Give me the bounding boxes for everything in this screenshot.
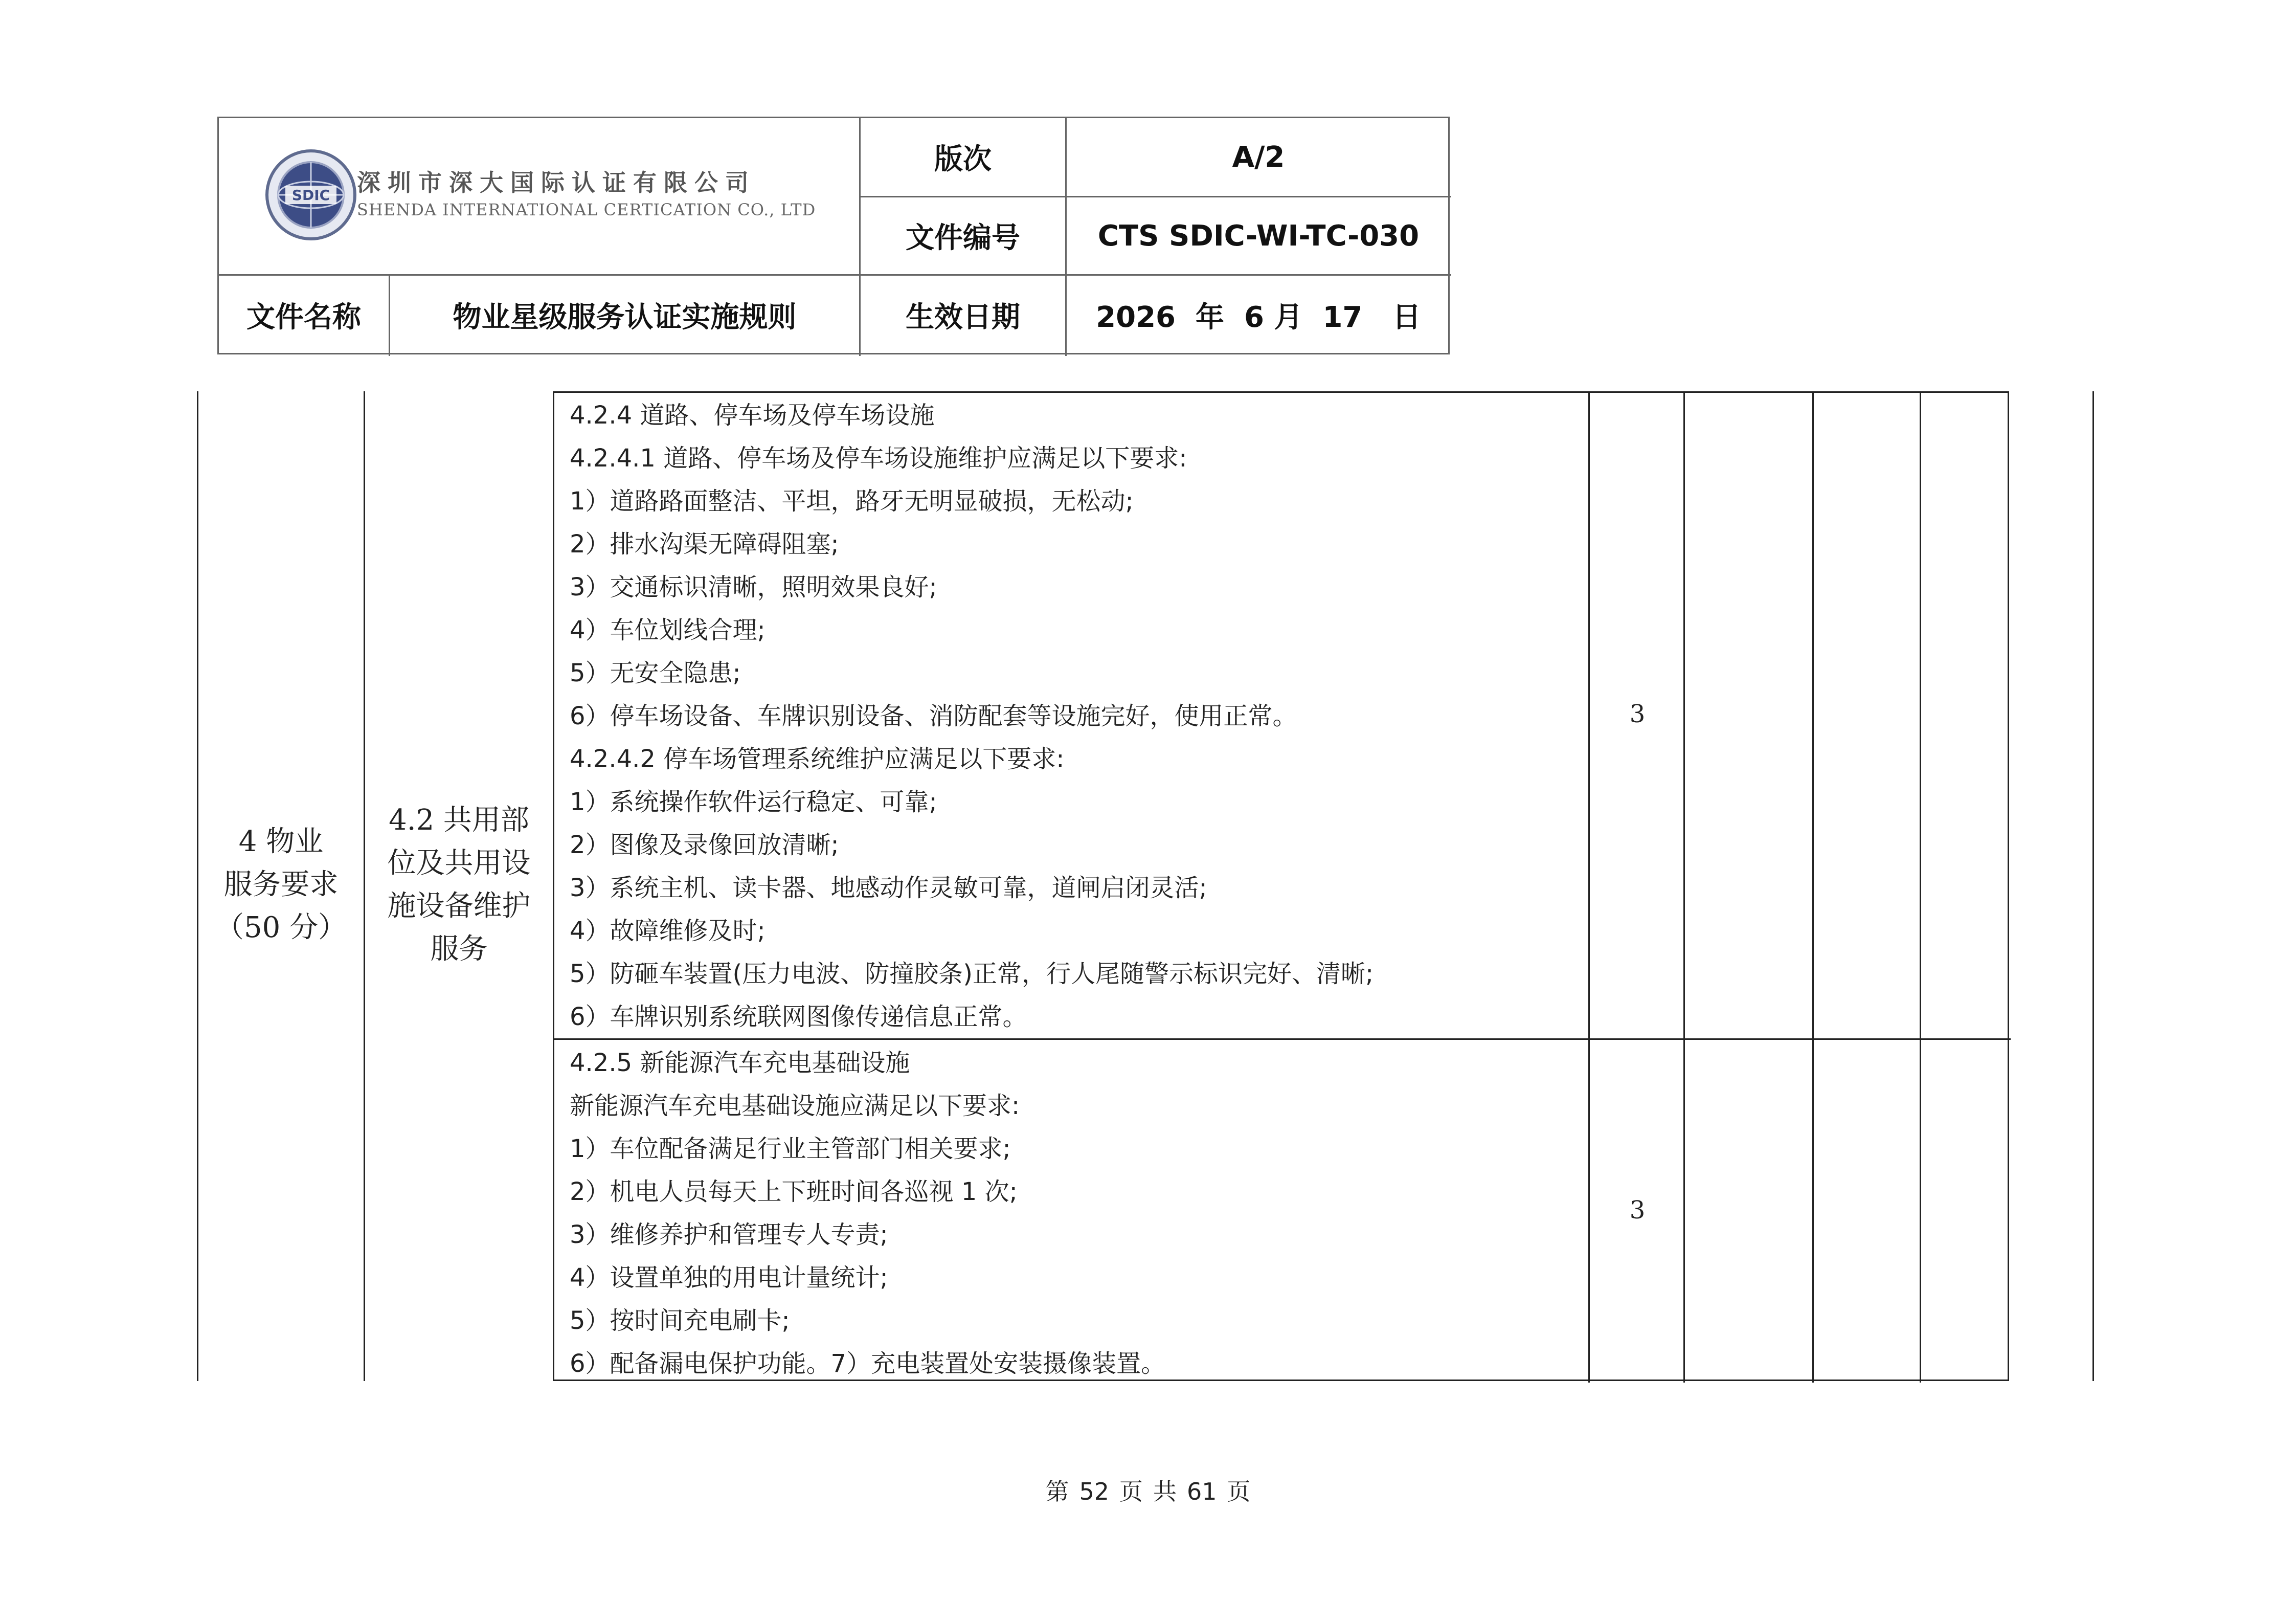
table-row: 4.2.4.2 停车场管理系统维护应满足以下要求: (570, 745, 1065, 773)
company-name-cn: 深圳市深大国际认证有限公司 (357, 169, 756, 196)
table-row: 5）防砸车装置(压力电波、防撞胶条)正常，行人尾随警示标识完好、清晰; (570, 960, 1374, 988)
table-row: 5）按时间充电刷卡; (570, 1306, 790, 1335)
table-row: 1）系统操作软件运行稳定、可靠; (570, 788, 937, 816)
version-value: A/2 (1232, 140, 1285, 174)
section-4-2-5-score: 3 (1629, 1196, 1646, 1225)
requirement-subcategory: 4.2 共用部 位及共用设 施设备维护 服务 (387, 804, 531, 966)
company-logo-icon (265, 149, 357, 241)
table-row: 4.2.4.1 道路、停车场及停车场设施维护应满足以下要求: (570, 444, 1187, 473)
table-row: 6）车牌识别系统联网图像传递信息正常。 (570, 1003, 1027, 1031)
table-row: 2）机电人员每天上下班时间各巡视 1 次; (570, 1177, 1018, 1206)
doc-name-label: 文件名称 (246, 301, 361, 334)
table-row: 4）车位划线合理; (570, 616, 766, 644)
page-footer: 第 52 页 共 61 页 (1045, 1478, 1251, 1505)
table-row: 6）停车场设备、车牌识别设备、消防配套等设施完好，使用正常。 (570, 702, 1297, 730)
table-row: 4）故障维修及时; (570, 917, 766, 945)
requirement-category: 4 物业 服务要求 （50 分） (215, 825, 347, 944)
table-row: 2）排水沟渠无障碍阻塞; (570, 530, 839, 559)
section-4-2-5 (570, 1041, 1165, 1385)
table-row: 2）图像及录像回放清晰; (570, 831, 839, 859)
effective-date-value: 2026 年 6 月 17 日 (1096, 301, 1421, 334)
requirements-table (553, 391, 2009, 1381)
section-4-2-4 (570, 394, 1374, 1038)
document-header (217, 117, 1450, 354)
company-name-en: SHENDA INTERNATIONAL CERTICATION CO., LTD (357, 200, 816, 219)
table-row: 4.2.5 新能源汽车充电基础设施 (570, 1049, 910, 1077)
total-pages: 61 (1187, 1478, 1217, 1505)
table-row: 3）维修养护和管理专人专责; (570, 1220, 888, 1249)
current-page: 52 (1079, 1478, 1109, 1505)
table-row: 1）车位配备满足行业主管部门相关要求; (570, 1134, 1011, 1163)
table-row: 4.2.4 道路、停车场及停车场设施 (570, 401, 935, 430)
section-4-2-4-score: 3 (1629, 700, 1646, 728)
version-label: 版次 (934, 143, 992, 176)
logo-text: SDIC (291, 187, 330, 204)
doc-name-value: 物业星级服务认证实施规则 (453, 301, 797, 334)
table-row: 1）道路路面整洁、平坦，路牙无明显破损，无松动; (570, 487, 1134, 516)
table-row: 5）无安全隐患; (570, 659, 741, 687)
table-row: 6）配备漏电保护功能。7）充电装置处安装摄像装置。 (570, 1349, 1166, 1378)
table-row: 4）设置单独的用电计量统计; (570, 1263, 888, 1292)
doc-number-label: 文件编号 (906, 221, 1020, 255)
doc-number-value: CTS SDIC-WI-TC-030 (1097, 219, 1420, 253)
effective-date-label: 生效日期 (906, 301, 1020, 334)
table-row: 3）系统主机、读卡器、地感动作灵敏可靠，道闸启闭灵活; (570, 874, 1207, 902)
table-row: 新能源汽车充电基础设施应满足以下要求: (570, 1092, 1020, 1120)
table-row: 3）交通标识清晰，照明效果良好; (570, 573, 937, 602)
